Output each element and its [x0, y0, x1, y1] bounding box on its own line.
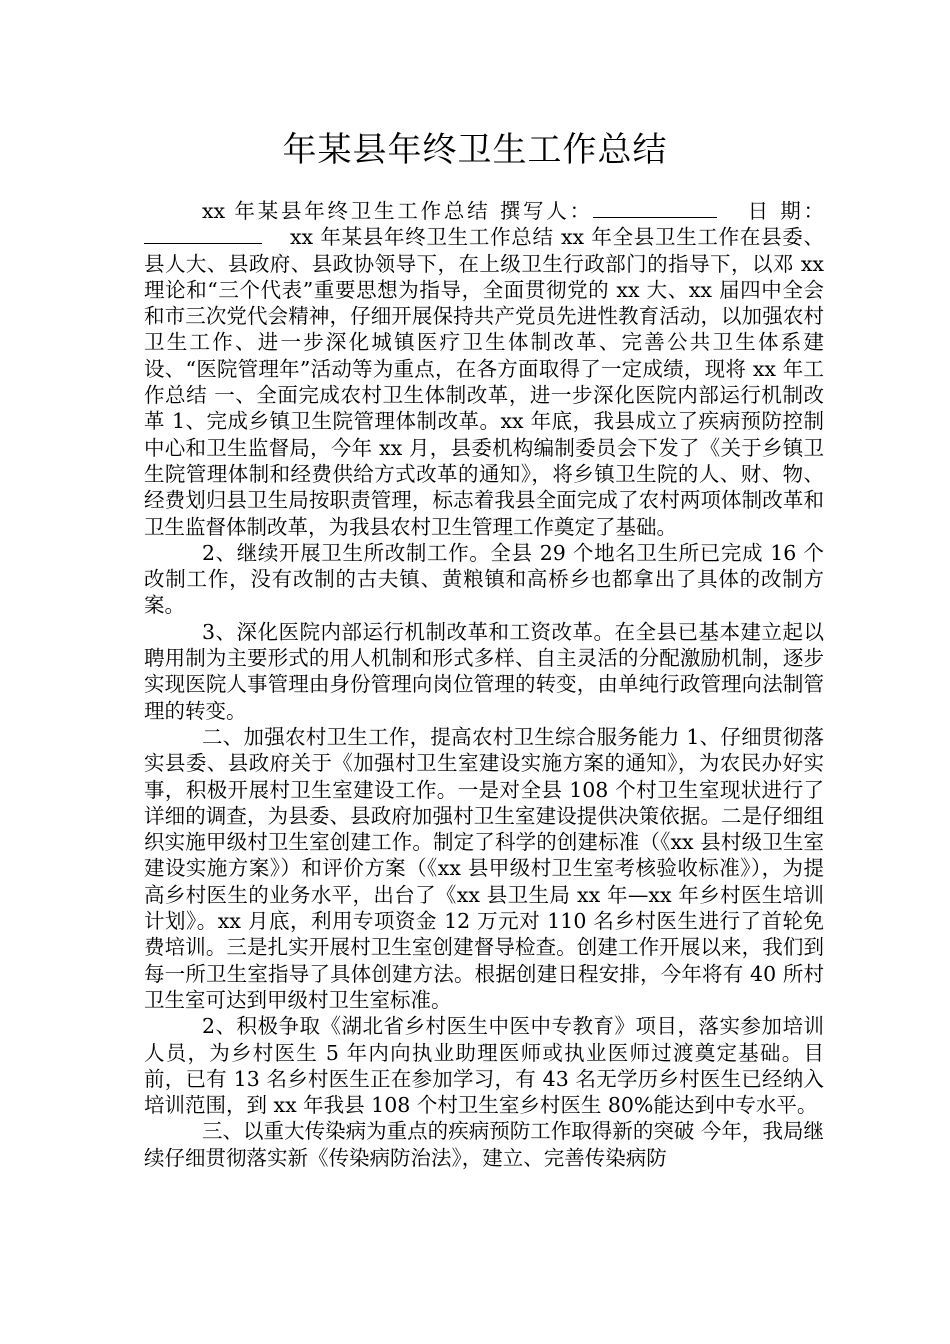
paragraph-intro	[144, 198, 824, 540]
date-label: 日 期：	[744, 199, 824, 223]
paragraph: 3、深化医院内部运行机制改革和工资改革。在全县已基本建立起以聘用制为主要形式的用人机制和形式多样、自主灵活的分配激励机制，逐步实现医院人事管理由身份管理向岗位管理的转变，由单纯行政管理向法制管理的转变。	[144, 619, 824, 723]
author-blank	[593, 199, 717, 218]
date-blank	[144, 225, 262, 244]
paragraph: 三、以重大传染病为重点的疾病预防工作取得新的突破 今年，我局继续仔细贯彻落实新《传染病防治法》，建立、完善传染病防	[144, 1119, 824, 1170]
intro-text: xx 年某县年终卫生工作总结 xx 年全县卫生工作在县委、县人大、县政府、县政协领导下，在上级卫生行政部门的指导下，以邓 xx 理论和“三个代表”重要思想为指导，全面贯彻党的 xx 大、xx 届四中全会和市三次党代会精神，仔细开展保持共产党员先进性教育活动，以加强农村卫生工作、进一步深化城镇医疗卫生体制改革、完善公共卫生体系建设、“医院管理年”活动等为重点，在各方面取得了一定成绩，现将 xx 年工作总结 一、全面完成农村卫生体制改革，进一步深化医院内部运行机制改革 1、完成乡镇卫生院管理体制改革。xx 年底，我县成立了疾病预防控制中心和卫生监督局，今年 xx 月，县委机构编制委员会下发了《关于乡镇卫生院管理体制和经费供给方式改革的通知》，将乡镇卫生院的人、财、物、经费划归县卫生局按职责管理，标志着我县全面完成了农村两项体制改革和卫生监督体制改革，为我县农村卫生管理工作奠定了基础。	[144, 225, 824, 539]
document-title: 年某县年终卫生工作总结	[282, 130, 668, 170]
paragraph: 2、继续开展卫生所改制工作。全县 29 个地名卫生所已完成 16 个改制工作，没有改制的古夫镇、黄粮镇和高桥乡也都拿出了具体的改制方案。	[144, 540, 824, 618]
paragraph: 二、加强农村卫生工作，提高农村卫生综合服务能力 1、仔细贯彻落实县委、县政府关于《加强村卫生室建设实施方案的通知》，为农民办好实事，积极开展村卫生室建设工作。一是对全县 108 个村卫生室现状进行了详细的调查，为县委、县政府加强村卫生室建设提供决策依据。二是仔细组织实施甲级村卫生室创建工作。制定了科学的创建标准（《xx 县村级卫生室建设实施方案》）和评价方案（《xx 县甲级村卫生室考核验收标准》），为提高乡村医生的业务水平，出台了《xx 县卫生局 xx 年—xx 年乡村医生培训计划》。xx 月底，利用专项资金 12 万元对 110 名乡村医生进行了首轮免费培训。三是扎实开展村卫生室创建督导检查。创建工作开展以来，我们到每一所卫生室指导了具体创建方法。根据创建日程安排，今年将有 40 所村卫生室可达到甲级村卫生室标准。	[144, 724, 824, 1012]
header-lead: xx 年某县年终卫生工作总结 撰写人：	[202, 199, 593, 223]
document-body	[144, 198, 824, 1171]
paragraph: 2、积极争取《湖北省乡村医生中医中专教育》项目，落实参加培训人员，为乡村医生 5 年内向执业助理医师或执业医师过渡奠定基础。目前，已有 13 名乡村医生正在参加学习，有 43 名无学历乡村医生已经纳入培训范围，到 xx 年我县 108 个村卫生室乡村医生 80%能达到中专水平。	[144, 1014, 824, 1118]
